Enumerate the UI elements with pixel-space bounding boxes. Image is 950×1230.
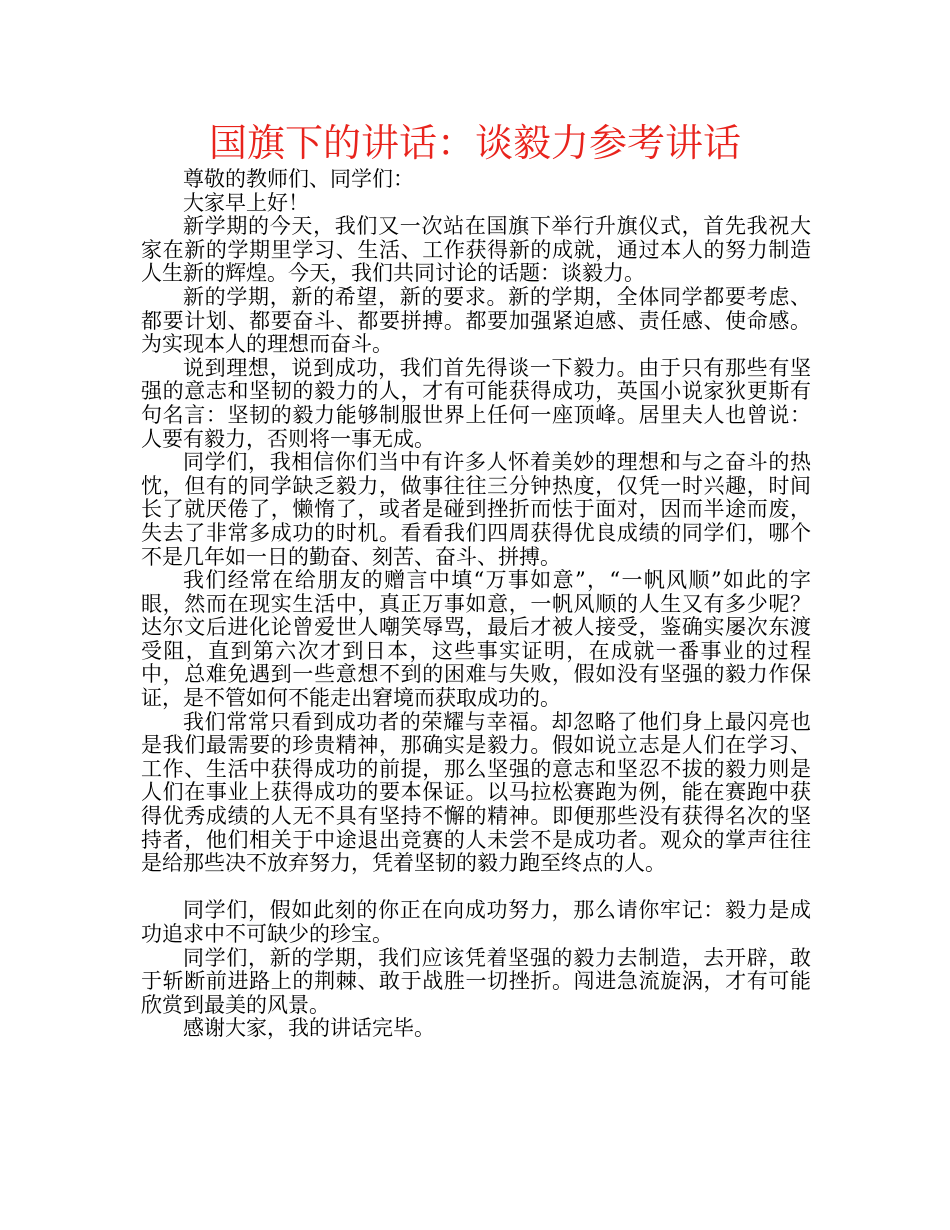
paragraph: 同学们，我相信你们当中有许多人怀着美妙的理想和与之奋斗的热忱，但有的同学缺乏毅力，做事往往三分钟热度，仅凭一时兴趣，时间长了就厌倦了，懒惰了，或者是碰到挫折而怯于面对，因而半途而废，失去了非常多成功的时机。看看我们四周获得优良成绩的同学们，哪个不是几年如一日的勤奋、刻苦、奋斗、拼搏。 — [141, 450, 811, 569]
document-body — [141, 168, 811, 1041]
paragraph: 同学们，假如此刻的你正在向成功努力，那么请你牢记：毅力是成功追求中不可缺少的珍宝。 — [141, 898, 811, 946]
salutation: 尊敬的教师们、同学们： — [183, 167, 414, 191]
paragraph: 同学们，新的学期，我们应该凭着坚强的毅力去制造，去开辟，敢于斩断前进路上的荆棘、敢于战胜一切挫折。闯进急流旋涡，才有可能欣赏到最美的风景。 — [141, 945, 811, 1017]
paragraph: 说到理想，说到成功，我们首先得谈一下毅力。由于只有那些有坚强的意志和坚韧的毅力的人，才有可能获得成功，英国小说家狄更斯有句名言：坚韧的毅力能够制服世界上任何一座顶峰。居里夫人也曾说：人要有毅力，否则将一事无成。 — [141, 355, 811, 451]
greeting: 大家早上好！ — [183, 190, 309, 215]
paragraph: 我们常常只看到成功者的荣耀与幸福。却忽略了他们身上最闪亮也是我们最需要的珍贵精神，那确实是毅力。假如说立志是人们在学习、工作、生活中获得成功的前提，那么坚强的意志和坚忍不拔的毅力则是人们在事业上获得成功的要本保证。以马拉松赛跑为例，能在赛跑中获得优秀成绩的人无不具有坚持不懈的精神。即便那些没有获得名次的坚持者，他们相关于中途退出竞赛的人未尝不是成功者。观众的掌声往往是给那些决不放弃努力，凭着坚韧的毅力跑至终点的人。 — [141, 709, 811, 876]
paragraph: 新的学期，新的希望，新的要求。新的学期，全体同学都要考虑、都要计划、都要奋斗、都要拼搏。都要加强紧迫感、责任感、使命感。为实现本人的理想而奋斗。 — [141, 284, 811, 357]
paragraph: 新学期的今天，我们又一次站在国旗下举行升旗仪式，首先我祝大家在新的学期里学习、生活、工作获得新的成就，通过本人的努力制造人生新的辉煌。今天，我们共同讨论的话题：谈毅力。 — [141, 214, 811, 286]
closing: 感谢大家，我的讲话完毕。 — [183, 1016, 435, 1041]
document-title: 国旗下的讲话：谈毅力参考讲话 — [208, 121, 741, 165]
paragraph: 我们经常在给朋友的赠言中填“万事如意”，“一帆风顺”如此的字眼，然而在现实生活中，真正万事如意，一帆风顺的人生又有多少呢？达尔文后进化论曾爱世人嘲笑辱骂，最后才被人接受，鉴确实屡次东渡受阻，直到第六次才到日本，这些事实证明，在成就一番事业的过程中，总难免遇到一些意想不到的困难与失败，假如没有坚强的毅力作保证，是不管如何不能走出窘境而获取成功的。 — [141, 568, 811, 711]
